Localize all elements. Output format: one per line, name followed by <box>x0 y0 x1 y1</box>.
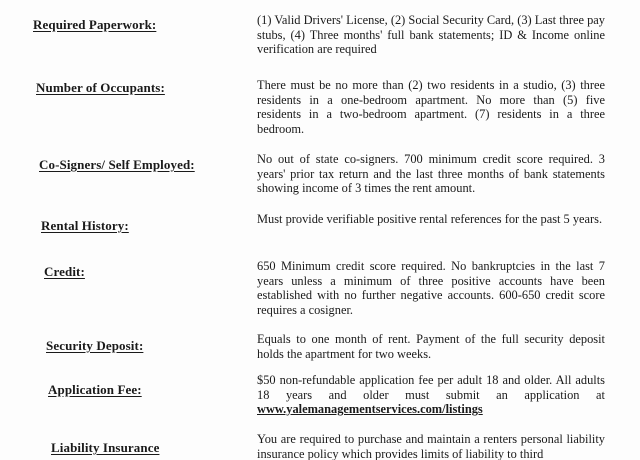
section-label-security-deposit: Security Deposit: <box>46 338 144 353</box>
application-fee-text: $50 non-refundable application fee per adult 18 and older. All adults 18 years and older must submit an application at <box>257 373 605 402</box>
section-label-co-signers: Co-Signers/ Self Employed: <box>39 157 195 172</box>
listings-link[interactable]: www.yalemanagementservices.com/listings <box>257 402 483 417</box>
section-label-required-paperwork: Required Paperwork: <box>33 17 157 32</box>
section-text-co-signers: No out of state co-signers. 700 minimum credit score required. 3 years' prior tax return and the last three months of bank statements showing income of 3 times the rent amount. <box>257 152 605 196</box>
section-label-number-of-occupants: Number of Occupants: <box>36 80 165 95</box>
section-text-application-fee <box>257 373 605 417</box>
section-text-liability-insurance: You are required to purchase and maintain a renters personal liability insurance policy which provides limits of liability to third <box>257 432 605 460</box>
section-text-required-paperwork: (1) Valid Drivers' License, (2) Social Security Card, (3) Last three pay stubs, (4) Three months' full bank statements; ID & Income online verification are required <box>257 13 605 57</box>
section-label-credit: Credit: <box>44 264 85 279</box>
section-label-liability-insurance: Liability Insurance <box>51 440 160 455</box>
section-text-rental-history: Must provide verifiable positive rental references for the past 5 years. <box>257 212 603 226</box>
section-label-application-fee: Application Fee: <box>48 382 142 397</box>
section-text-number-of-occupants: There must be no more than (2) two residents in a studio, (3) three residents in a one-bedroom apartment. No more than (5) five residents in a two-bedroom apartment. (7) residents in a three bedroom. <box>257 78 605 136</box>
section-label-rental-history: Rental History: <box>41 218 129 233</box>
section-text-credit: 650 Minimum credit score required. No bankruptcies in the last 7 years unless a minimum of three positive accounts have been established with no further negative accounts. 600-650 credit score requires a cosigner. <box>257 259 605 317</box>
section-text-security-deposit: Equals to one month of rent. Payment of the full security deposit holds the apartment for two weeks. <box>257 332 605 361</box>
